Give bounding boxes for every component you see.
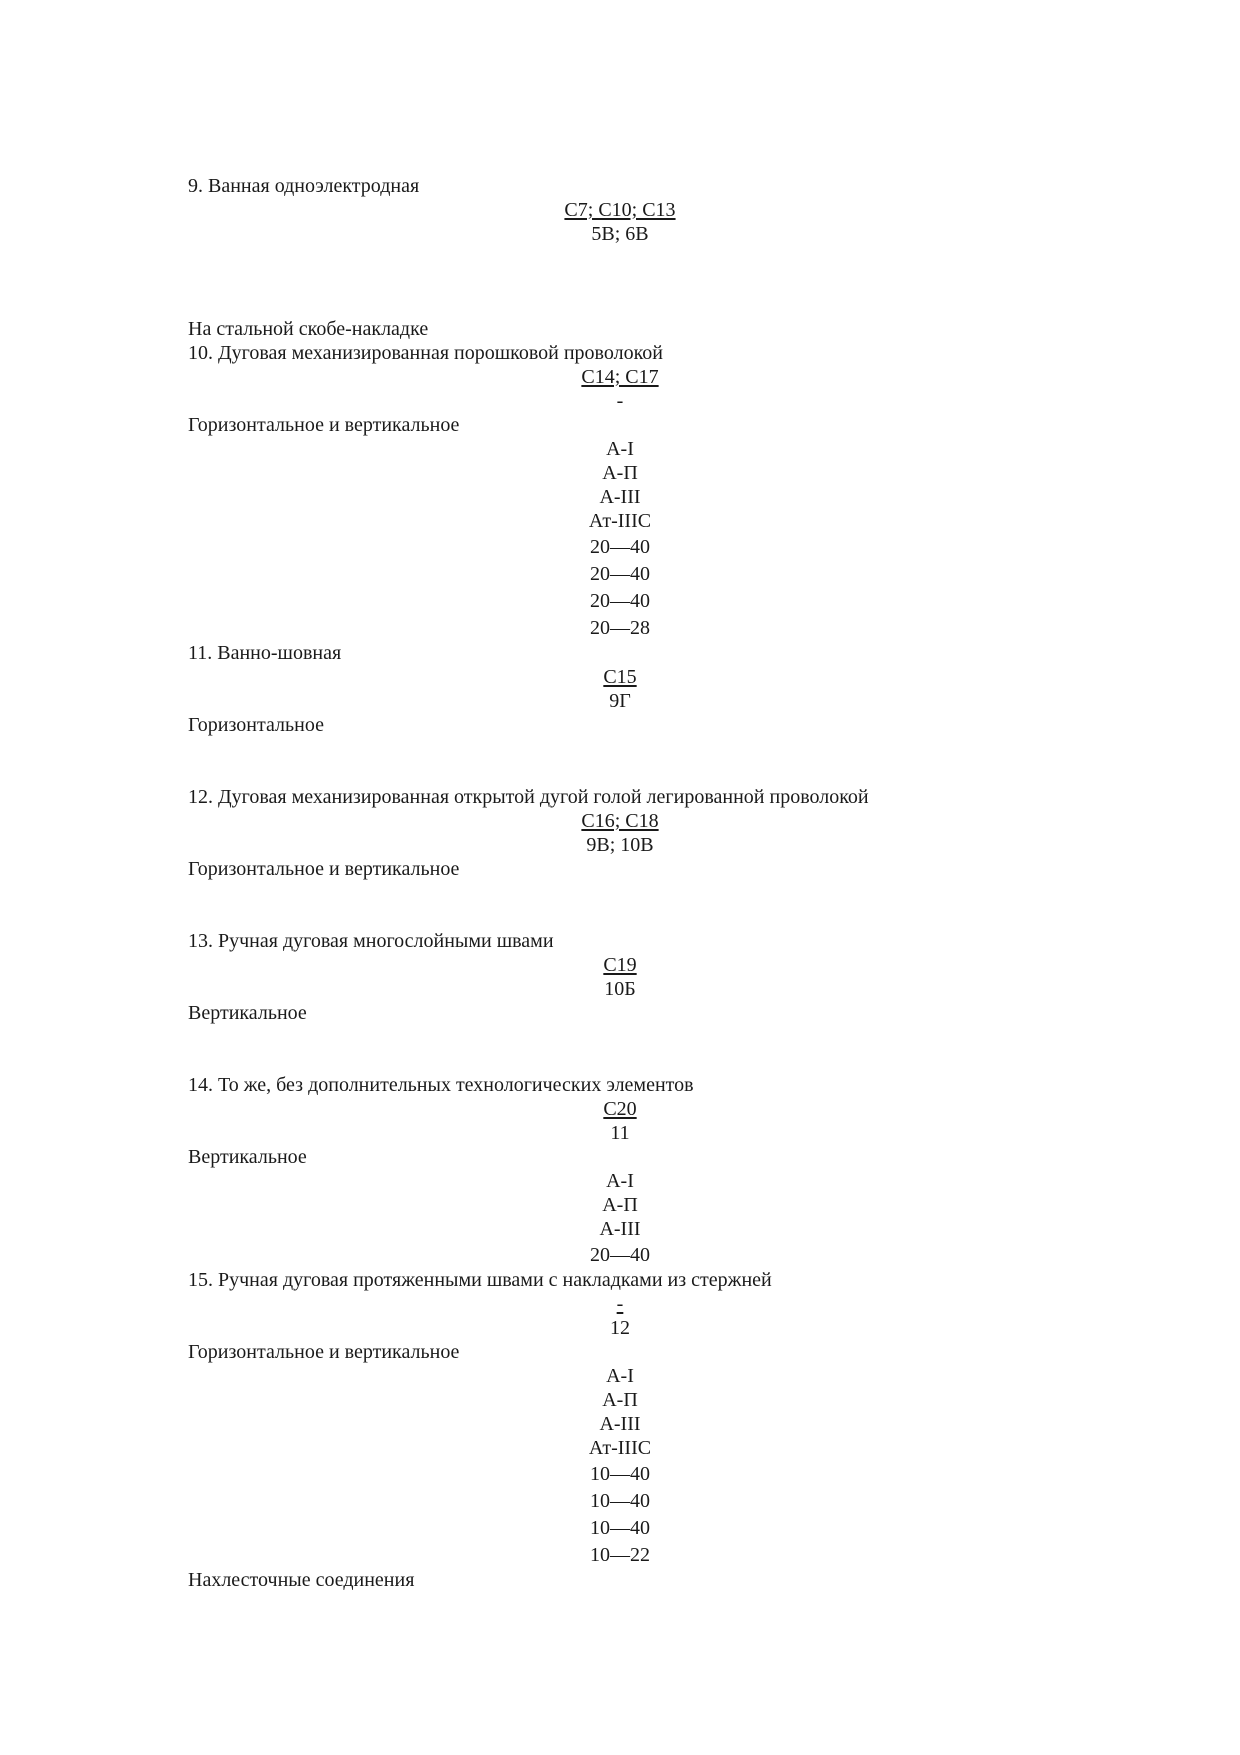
item-12-codes-text: С16; С18: [581, 810, 659, 832]
item-10-diameter: 20—40: [590, 563, 650, 585]
item-15-title: 15. Ручная дуговая протяженными швами с накладками из стержней: [188, 1269, 772, 1291]
item-15-position: Горизонтальное и вертикальное: [188, 1341, 460, 1363]
item-14-diameter: 20—40: [590, 1244, 650, 1266]
item-10-class: А-П: [602, 462, 638, 484]
item-10-class: А-I: [606, 438, 634, 460]
item-9-note: На стальной скобе-накладке: [188, 318, 429, 340]
item-9-codes-text: С7; С10; С13: [564, 199, 676, 221]
item-14-codes: [0, 1097, 1240, 1121]
item-9-title: 9. Ванная одноэлектродная: [188, 175, 420, 197]
item-15-codes-text: -: [616, 1293, 624, 1315]
lap-joints-heading: Нахлесточные соединения: [188, 1569, 415, 1591]
item-12-types: 9В; 10В: [586, 834, 654, 856]
item-10-codes-text: С14; С17: [581, 366, 659, 388]
item-10-diameter: 20—40: [590, 536, 650, 558]
item-15-diameter: 10—40: [590, 1463, 650, 1485]
item-10-class: А-III: [599, 486, 641, 508]
item-15-class: Ат-IIIС: [588, 1437, 652, 1459]
item-9-codes: [0, 198, 1240, 222]
item-10-title: 10. Дуговая механизированная порошковой проволокой: [188, 342, 663, 364]
item-11-title: 11. Ванно-шовная: [188, 642, 342, 664]
item-15-diameter: 10—40: [590, 1517, 650, 1539]
item-15-class: А-III: [599, 1413, 641, 1435]
item-15-types: 12: [610, 1317, 630, 1339]
item-14-position: Вертикальное: [188, 1146, 307, 1168]
item-14-codes-text: С20: [603, 1098, 637, 1120]
item-13-types: 10Б: [604, 978, 636, 1000]
item-13-codes-text: С19: [603, 954, 637, 976]
item-13-title: 13. Ручная дуговая многослойными швами: [188, 930, 554, 952]
item-14-class: А-П: [602, 1194, 638, 1216]
item-14-types: 11: [610, 1122, 630, 1144]
item-15-class: А-П: [602, 1389, 638, 1411]
item-15-diameter: 10—22: [590, 1544, 650, 1566]
item-13-codes: [0, 953, 1240, 977]
item-11-position: Горизонтальное: [188, 714, 324, 736]
item-12-title: 12. Дуговая механизированная открытой дугой голой легированной проволокой: [188, 786, 869, 808]
item-14-class: А-I: [606, 1170, 634, 1192]
item-11-codes-text: С15: [603, 666, 637, 688]
item-12-position: Горизонтальное и вертикальное: [188, 858, 460, 880]
item-11-codes: [0, 665, 1240, 689]
item-12-codes: [0, 809, 1240, 833]
item-10-class: Ат-IIIС: [588, 510, 652, 532]
item-10-codes: [0, 365, 1240, 389]
item-10-diameter: 20—40: [590, 590, 650, 612]
item-14-class: А-III: [599, 1218, 641, 1240]
item-15-diameter: 10—40: [590, 1490, 650, 1512]
item-10-diameter: 20—28: [590, 617, 650, 639]
item-13-position: Вертикальное: [188, 1002, 307, 1024]
item-11-types: 9Г: [609, 690, 631, 712]
item-10-position: Горизонтальное и вертикальное: [188, 414, 460, 436]
item-9-types: 5В; 6В: [591, 223, 649, 245]
item-15-codes: [0, 1292, 1240, 1316]
item-10-types: -: [616, 390, 624, 412]
item-15-class: А-I: [606, 1365, 634, 1387]
item-14-title: 14. То же, без дополнительных технологических элементов: [188, 1074, 694, 1096]
